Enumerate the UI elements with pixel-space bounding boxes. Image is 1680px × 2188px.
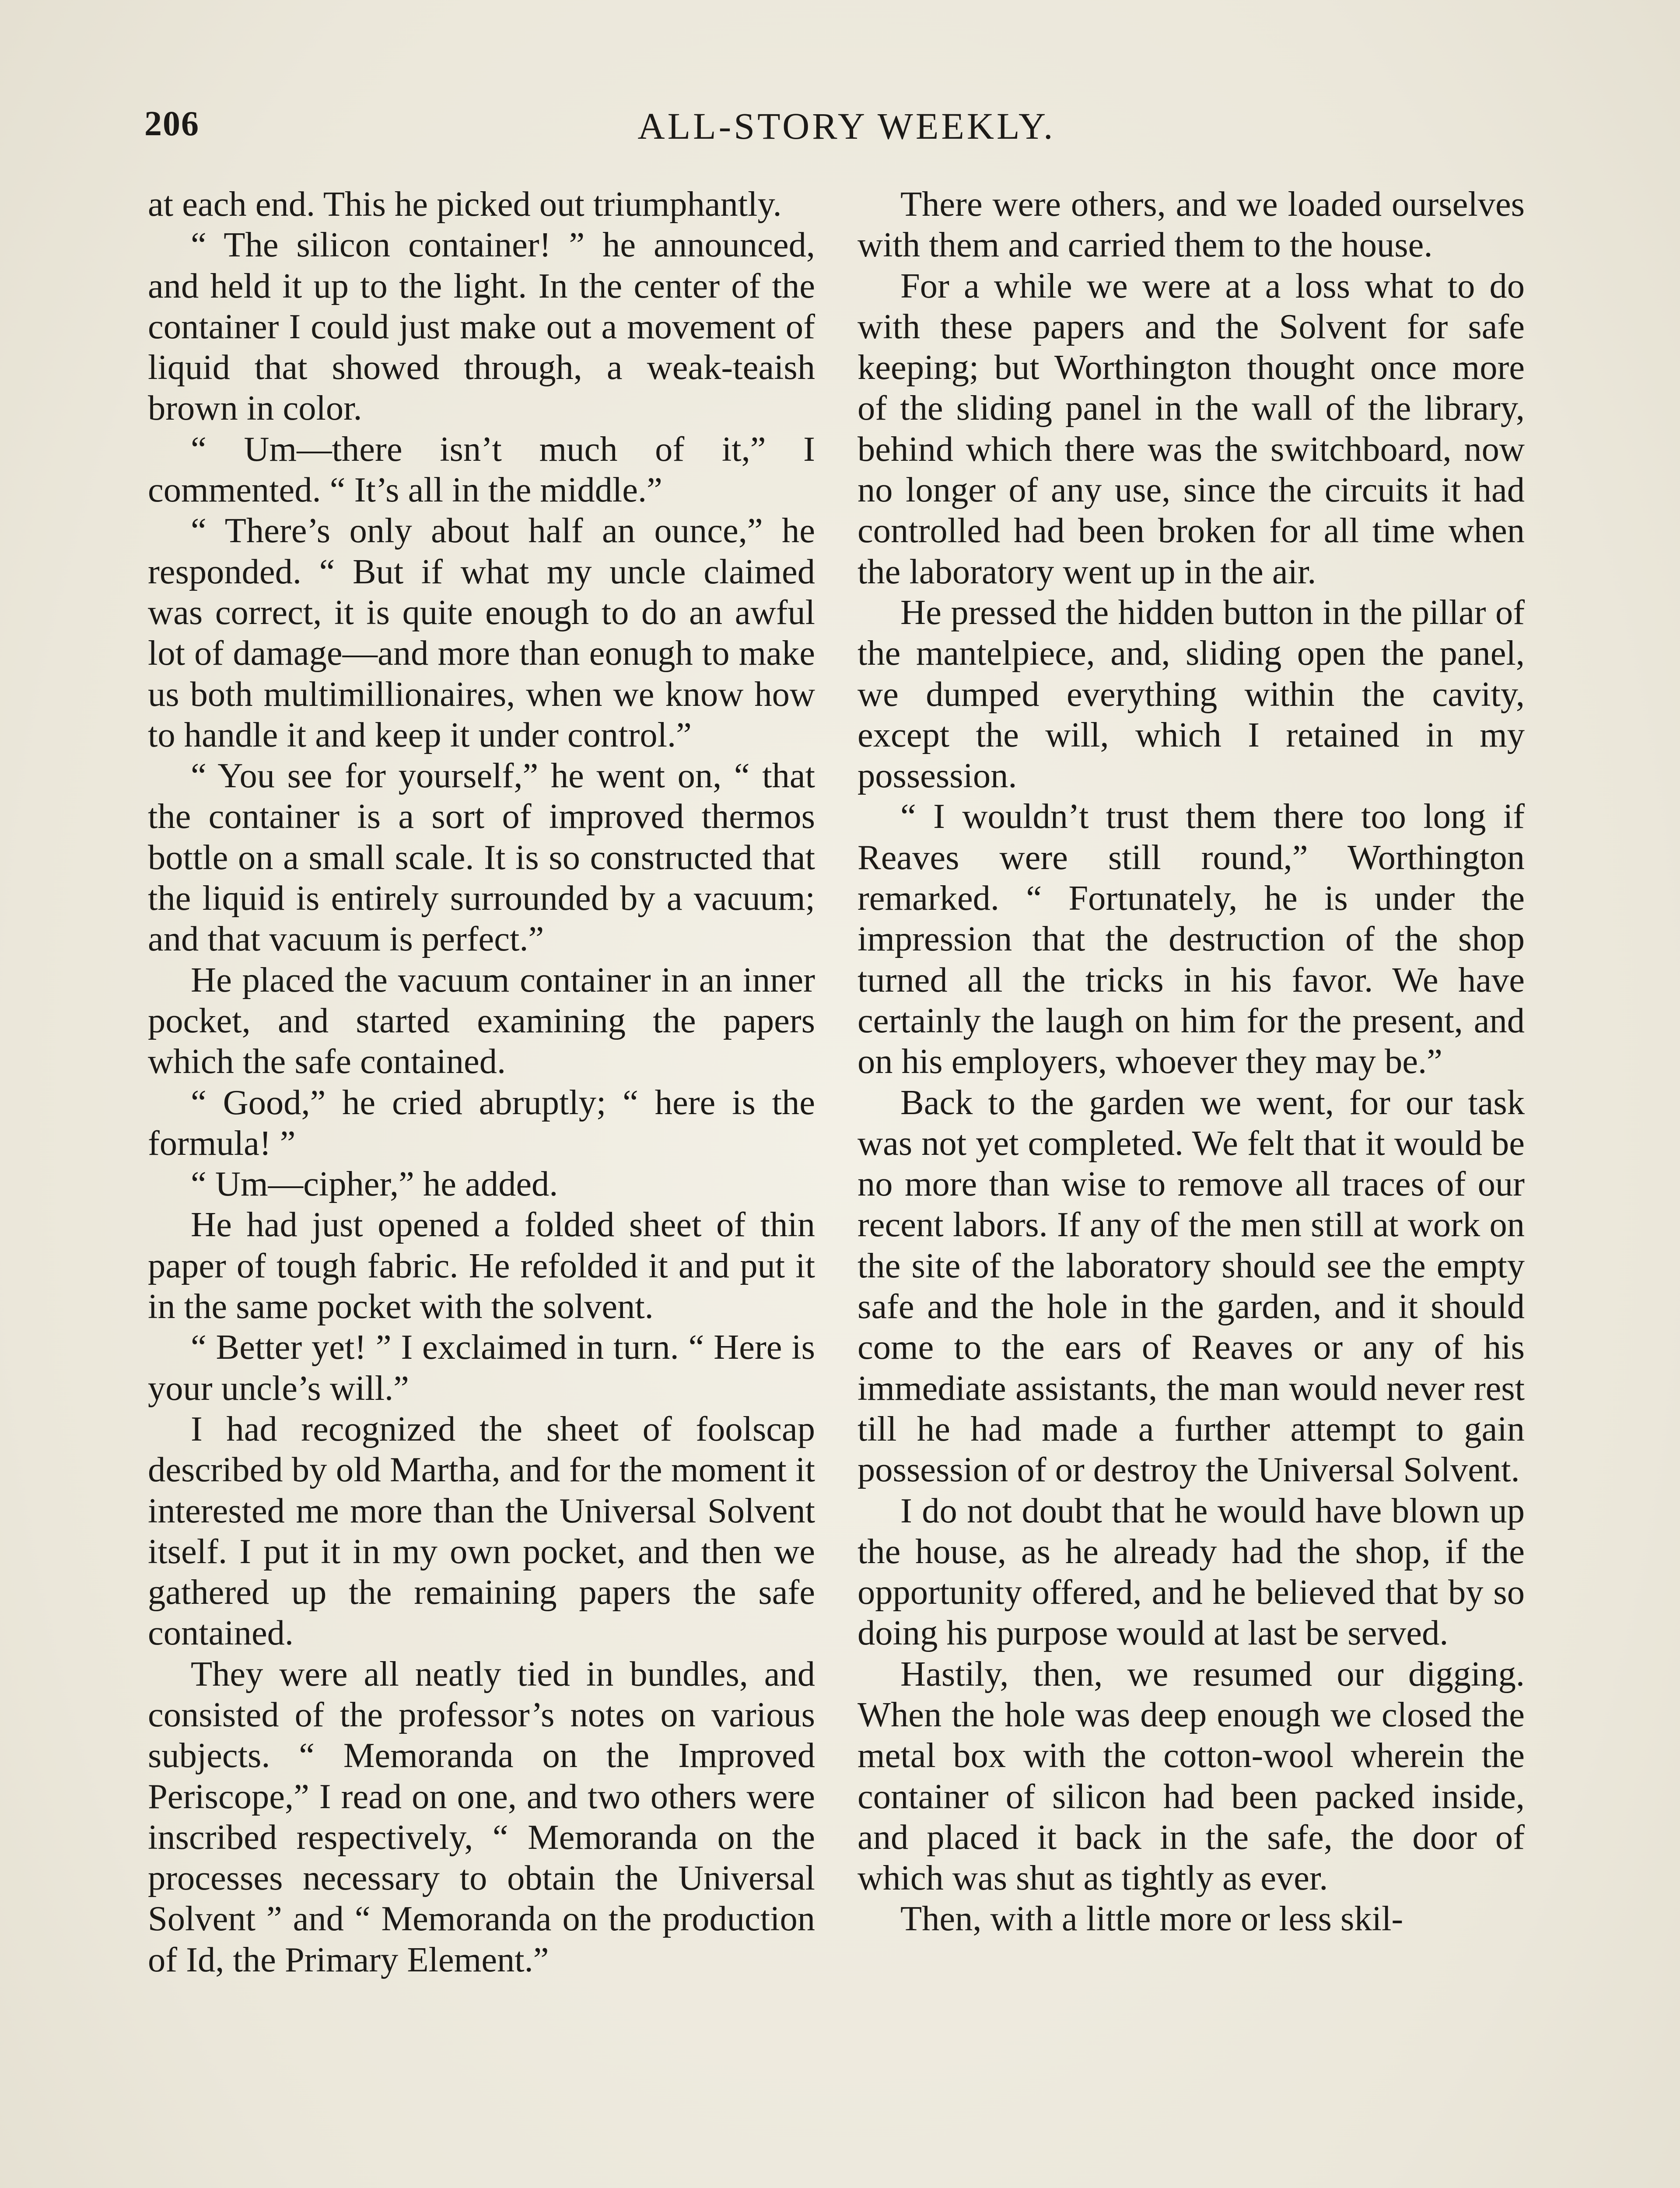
paragraph: Then, with a little more or less skil- bbox=[900, 1899, 1404, 1939]
paragraph: “ Good,” he cried abruptly; “ here is the formula! ” bbox=[148, 1083, 815, 1163]
paragraph: at each end. This he picked out triumphantly. bbox=[148, 185, 782, 224]
right-text-column bbox=[858, 184, 1525, 2188]
left-text-column bbox=[148, 184, 815, 2188]
paragraph: He pressed the hidden button in the pillar of the mantelpiece, and, sliding open the panel, we dumped everything within the cavity, except the will, which I retained in my possession. bbox=[858, 593, 1525, 796]
paragraph: They were all neatly tied in bundles, and consisted of the professor’s notes on various subjects. “ Memoranda on the Improved Periscope,” I read on one, and two others were inscribed respectively, “ Memoranda on the processes necessary to obtain the Universal Solvent ” and “ Memoranda on the production of Id, the Primary Element.” bbox=[148, 1654, 815, 1979]
paragraph: For a while we were at a loss what to do with these papers and the Solvent for safe keeping; but Worthington thought once more of the sliding panel in the wall of the library, behind which there was the switchboard, now no longer of any use, since the circuits it had controlled had been broken for all time when the laboratory went up in the air. bbox=[858, 266, 1525, 591]
paragraph: There were others, and we loaded ourselves with them and carried them to the house. bbox=[858, 185, 1525, 265]
paragraph: He had just opened a folded sheet of thin paper of tough fabric. He refolded it and put it in the same pocket with the solvent. bbox=[148, 1205, 815, 1326]
page-number: 206 bbox=[144, 105, 200, 143]
paragraph: “ There’s only about half an ounce,” he responded. “ But if what my uncle claimed was correct, it is quite enough to do an awful lot of damage—and more than eonugh to make us both multimillionaires, when we know how to handle it and keep it under control.” bbox=[148, 511, 815, 754]
paragraph: Hastily, then, we resumed our digging. When the hole was deep enough we closed the metal box with the cotton-wool wherein the container of silicon had been packed inside, and placed it back in the safe, the door of which was shut as tightly as ever. bbox=[858, 1654, 1525, 1898]
paragraph: “ Um—cipher,” he added. bbox=[191, 1164, 558, 1204]
paragraph: “ You see for yourself,” he went on, “ that the container is a sort of improved thermos bottle on a small scale. It is so constructed that the liquid is entirely surrounded by a vacuum; and that vacuum is perfect.” bbox=[148, 756, 815, 959]
paragraph: I do not doubt that he would have blown up the house, as he already had the shop, if the opportunity offered, and he believed that by so doing his purpose would at last be served. bbox=[858, 1491, 1525, 1653]
paragraph: He placed the vacuum container in an inner pocket, and started examining the papers which the safe contained. bbox=[148, 960, 815, 1081]
paragraph: “ I wouldn’t trust them there too long if Reaves were still round,” Worthington remarked. “ Fortunately, he is under the impression that the destruction of the shop turned all the tricks in his favor. We have certainly the laugh on him for the present, and on his employers, whoever they may be.” bbox=[858, 797, 1525, 1081]
page-header bbox=[140, 101, 1553, 162]
running-head: ALL-STORY WEEKLY. bbox=[637, 105, 1056, 147]
paragraph: Back to the garden we went, for our task was not yet completed. We felt that it would be no more than wise to remove all traces of our recent labors. If any of the men still at work on the site of the laboratory should see the empty safe and the hole in the garden, and it should come to the ears of Reaves or any of his immediate assistants, the man would never rest till he had made a further attempt to gain possession of or destroy the Universal Solvent. bbox=[858, 1083, 1525, 1490]
paragraph: “ Um—there isn’t much of it,” I commented. “ It’s all in the middle.” bbox=[148, 429, 815, 510]
paragraph: “ Better yet! ” I exclaimed in turn. “ Here is your uncle’s will.” bbox=[148, 1328, 815, 1408]
paragraph: I had recognized the sheet of foolscap described by old Martha, and for the moment it interested me more than the Universal Solvent itself. I put it in my own pocket, and then we gathered up the remaining papers the safe contained. bbox=[148, 1409, 815, 1653]
paragraph: “ The silicon container! ” he announced, and held it up to the light. In the center of the container I could just make out a movement of liquid that showed through, a weak-teaish brown in color. bbox=[148, 225, 815, 428]
